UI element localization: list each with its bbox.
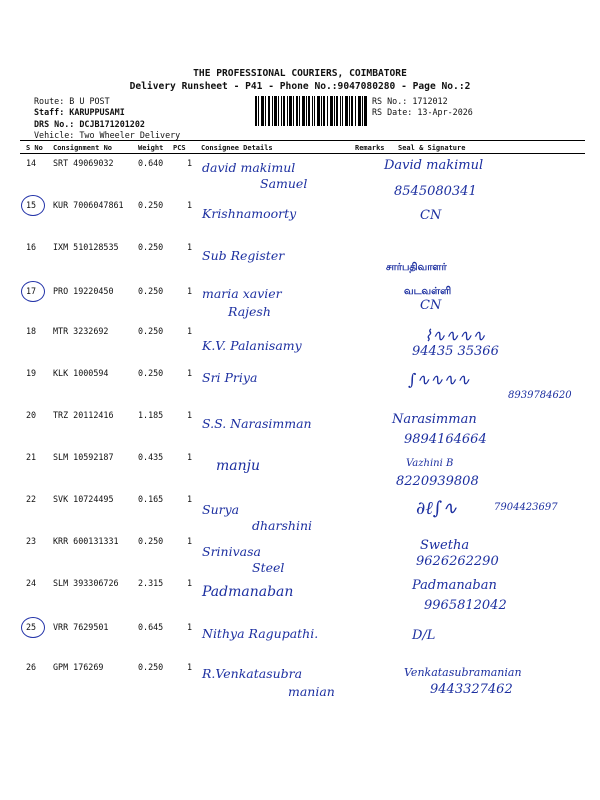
rs-date-label: RS Date: 13-Apr-2026	[372, 107, 473, 117]
weight-value: 0.250	[138, 662, 164, 672]
weight-value: 0.640	[138, 158, 164, 168]
consignee-name-line2: dharshini	[252, 518, 312, 533]
pcs-value: 1	[187, 158, 193, 168]
consignment-number: SRT 49069032	[53, 158, 114, 168]
col-seal-header: Seal & Signature	[398, 144, 466, 152]
serial-number: 20	[26, 410, 37, 420]
rs-no-label: RS No.: 1712012	[372, 96, 448, 106]
signature: David makimul	[384, 158, 484, 173]
weight-value: 1.185	[138, 410, 164, 420]
consignment-number: SVK 10724495	[53, 494, 114, 504]
consignee-name: david makimul	[202, 160, 296, 175]
signature: சார்பதிவாளர்	[386, 262, 447, 273]
signature: Venkatasubramanian	[404, 666, 522, 679]
consignee-name: K.V. Palanisamy	[202, 338, 302, 353]
pcs-value: 1	[187, 578, 193, 588]
weight-value: 0.250	[138, 200, 164, 210]
consignment-number: SLM 393306726	[53, 578, 119, 588]
pcs-value: 1	[187, 200, 193, 210]
serial-number: 16	[26, 242, 37, 252]
serial-number: 18	[26, 326, 37, 336]
weight-value: 2.315	[138, 578, 164, 588]
signature: Padmanaban	[412, 578, 497, 593]
consignee-name-line2: Rajesh	[228, 304, 271, 319]
serial-number: 22	[26, 494, 37, 504]
weight-value: 0.250	[138, 326, 164, 336]
serial-number: 17	[26, 286, 37, 296]
serial-number: 21	[26, 452, 37, 462]
consignee-name: manju	[216, 458, 260, 474]
pcs-value: 1	[187, 452, 193, 462]
serial-number: 14	[26, 158, 37, 168]
consignee-name: Srinivasa	[202, 544, 261, 559]
pcs-value: 1	[187, 242, 193, 252]
consignment-number: GPM 176269	[53, 662, 104, 672]
barcode	[255, 96, 367, 126]
consignee-name: S.S. Narasimman	[202, 416, 312, 431]
serial-number: 23	[26, 536, 37, 546]
serial-number: 24	[26, 578, 37, 588]
route-label: Route: B U POST	[34, 96, 110, 106]
col-pcs-header: PCS	[173, 144, 186, 152]
staff-label: Staff: KARUPPUSAMI	[34, 107, 125, 117]
consignee-name-line2: Samuel	[260, 176, 308, 191]
company-title: THE PROFESSIONAL COURIERS, COIMBATORE	[193, 68, 407, 79]
consignee-name: Sub Register	[202, 248, 285, 263]
consignment-number: VRR 7629501	[53, 622, 109, 632]
signature: Vazhini B	[406, 458, 454, 469]
weight-value: 0.250	[138, 286, 164, 296]
signature-scribble: ∫∿∿∿∿	[408, 370, 470, 389]
signature-phone: 7904423697	[494, 502, 558, 513]
consignment-number: TRZ 20112416	[53, 410, 114, 420]
signature-phone: 8220939808	[396, 474, 479, 489]
header-top-rule	[20, 140, 585, 141]
pcs-value: 1	[187, 410, 193, 420]
col-remarks-header: Remarks	[355, 144, 385, 152]
consignee-name: Krishnamoorty	[202, 206, 297, 221]
weight-value: 0.435	[138, 452, 164, 462]
vehicle-label: Vehicle: Two Wheeler Delivery	[34, 130, 181, 140]
weight-value: 0.645	[138, 622, 164, 632]
signature-phone: 8545080341	[394, 184, 477, 199]
signature: Swetha	[420, 538, 470, 553]
weight-value: 0.250	[138, 536, 164, 546]
header-bottom-rule	[20, 153, 585, 154]
signature-mark: CN	[420, 298, 442, 313]
consignment-number: KLK 1000594	[53, 368, 109, 378]
pcs-value: 1	[187, 368, 193, 378]
pcs-value: 1	[187, 286, 193, 296]
consignee-name-line2: Steel	[252, 560, 285, 575]
pcs-value: 1	[187, 662, 193, 672]
consignment-number: SLM 10592187	[53, 452, 114, 462]
consignee-name: Sri Priya	[202, 370, 258, 385]
signature: CN	[420, 208, 442, 223]
signature-phone: 9894164664	[404, 432, 487, 447]
consignment-number: PRO 19220450	[53, 286, 114, 296]
table-row	[20, 662, 585, 722]
consignee-name: Nithya Ragupathi.	[202, 626, 319, 641]
consignee-name-line2: manian	[288, 684, 335, 699]
pcs-value: 1	[187, 536, 193, 546]
signature-scribble: ⌇∿∿∿∿	[424, 326, 486, 345]
serial-number: 25	[26, 622, 37, 632]
consignee-name: Surya	[202, 502, 240, 517]
signature: Narasimman	[392, 412, 477, 427]
col-sno-header: S No	[26, 144, 43, 152]
pcs-value: 1	[187, 326, 193, 336]
signature-mark: D/L	[412, 628, 436, 643]
runsheet-subtitle: Delivery Runsheet - P41 - Phone No.:9047080280 - Page No.:2	[129, 81, 471, 92]
serial-number: 19	[26, 368, 37, 378]
col-consignee-header: Consignee Details	[201, 144, 273, 152]
pcs-value: 1	[187, 494, 193, 504]
signature-phone: 8939784620	[508, 390, 572, 401]
consignment-number: KRR 600131331	[53, 536, 119, 546]
consignment-number: KUR 7006047861	[53, 200, 124, 210]
weight-value: 0.250	[138, 368, 164, 378]
weight-value: 0.250	[138, 242, 164, 252]
pcs-value: 1	[187, 622, 193, 632]
col-weight-header: Weight	[138, 144, 164, 152]
signature-phone: 9443327462	[430, 682, 513, 697]
signature-phone: 94435 35366	[412, 344, 499, 359]
serial-number: 15	[26, 200, 37, 210]
col-consignment-header: Consignment No	[53, 144, 113, 152]
consignment-number: IXM 510128535	[53, 242, 119, 252]
weight-value: 0.165	[138, 494, 164, 504]
signature-phone: 9965812042	[424, 598, 507, 613]
signature: வடவள்ளி	[404, 286, 452, 297]
consignee-name: Padmanaban	[202, 584, 294, 600]
signature-phone: 9626262290	[416, 554, 499, 569]
drs-label: DRS No.: DCJB171201202	[34, 119, 145, 129]
serial-number: 26	[26, 662, 37, 672]
signature-scribble: ∂ℓ∫∿	[416, 498, 458, 519]
consignment-number: MTR 3232692	[53, 326, 109, 336]
consignee-name: maria xavier	[202, 286, 282, 301]
consignee-name: R.Venkatasubra	[202, 666, 303, 681]
